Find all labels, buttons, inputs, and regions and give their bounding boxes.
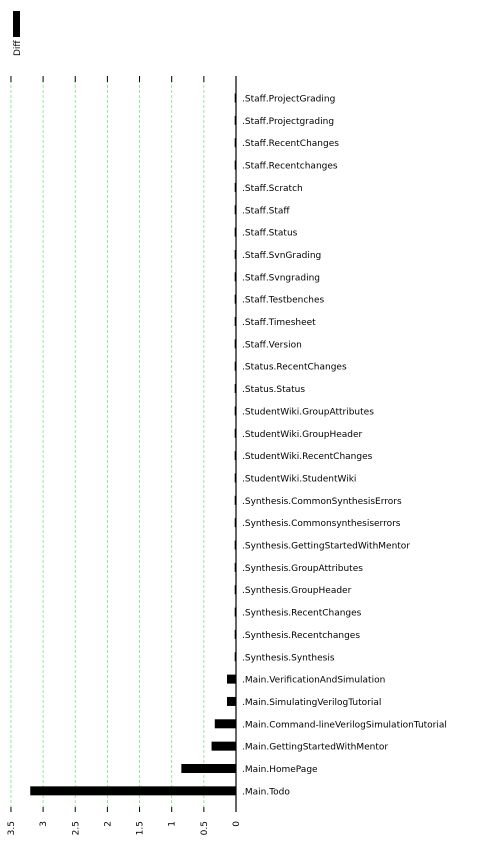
x-tick-labels xyxy=(7,821,242,836)
bar xyxy=(227,675,236,684)
category-label: .Staff.SvnGrading xyxy=(242,250,322,261)
x-tick-label: 0.5 xyxy=(199,821,210,836)
category-label: .Synthesis.Synthesis xyxy=(242,653,335,664)
bar xyxy=(235,205,237,214)
bar xyxy=(235,339,237,348)
bar xyxy=(30,786,236,795)
bar xyxy=(235,585,237,594)
category-label: .Staff.Staff xyxy=(242,206,290,217)
category-label: .Main.GettingStartedWithMentor xyxy=(242,742,389,753)
bar xyxy=(235,652,237,661)
bar xyxy=(215,719,236,728)
category-label: .Synthesis.RecentChanges xyxy=(242,608,362,619)
category-label: .Staff.ProjectGrading xyxy=(242,94,336,105)
category-label: .Synthesis.Commonsynthesiserrors xyxy=(242,519,401,530)
category-label: .Staff.Status xyxy=(242,228,298,239)
x-tick-label: 0 xyxy=(232,821,242,827)
bar xyxy=(235,518,237,527)
bar xyxy=(235,429,237,438)
x-tick-label: 3 xyxy=(39,821,50,827)
category-label: .Main.Command-lineVerilogSimulationTutorial xyxy=(242,720,447,731)
category-label: .Synthesis.Recentchanges xyxy=(242,630,361,641)
category-label: .Staff.Scratch xyxy=(242,183,303,194)
bar xyxy=(235,496,237,505)
bar xyxy=(235,362,237,371)
category-label: .Main.Todo xyxy=(242,787,290,798)
category-label: .Staff.Recentchanges xyxy=(242,161,338,172)
category-label: .Main.HomePage xyxy=(242,765,318,775)
bars xyxy=(30,94,236,796)
category-label: .Staff.Testbenches xyxy=(242,295,325,306)
bar xyxy=(235,608,237,617)
bar xyxy=(235,317,237,326)
category-label: .Synthesis.GettingStartedWithMentor xyxy=(242,541,411,552)
bar xyxy=(235,272,237,281)
category-label: .Staff.Version xyxy=(242,340,302,351)
bar xyxy=(235,228,237,237)
gridlines xyxy=(11,76,236,812)
bar xyxy=(235,473,237,482)
bar xyxy=(235,116,237,125)
bar xyxy=(235,384,237,393)
category-label: .StudentWiki.RecentChanges xyxy=(242,452,373,463)
bar xyxy=(235,451,237,460)
category-label: .Staff.Svngrading xyxy=(242,273,320,284)
category-label: .Status.Status xyxy=(242,385,306,396)
bar xyxy=(235,563,237,572)
x-tick-label: 2 xyxy=(103,821,114,827)
bar xyxy=(235,183,237,192)
category-label: .Status.RecentChanges xyxy=(242,362,347,373)
x-tick-label: 1.5 xyxy=(135,821,146,836)
category-label: .StudentWiki.StudentWiki xyxy=(242,474,357,485)
legend xyxy=(13,11,23,56)
bar xyxy=(235,250,237,259)
bar xyxy=(235,630,237,639)
category-label: .Main.VerificationAndSimulation xyxy=(242,675,386,686)
category-label: .StudentWiki.GroupHeader xyxy=(242,429,363,440)
category-label: .Synthesis.GroupAttributes xyxy=(242,563,363,574)
category-labels xyxy=(242,95,447,798)
x-tick-label: 3.5 xyxy=(6,821,17,836)
category-label: .Synthesis.GroupHeader xyxy=(242,586,352,597)
category-label: .Staff.Projectgrading xyxy=(242,116,335,127)
category-label: .Main.SimulatingVerilogTutorial xyxy=(242,697,382,708)
legend-label-diff: Diff xyxy=(13,40,23,56)
bar xyxy=(235,161,237,170)
x-tick-label: 1 xyxy=(167,821,178,827)
bar xyxy=(235,541,237,550)
category-label: .StudentWiki.GroupAttributes xyxy=(242,407,374,418)
category-label: .Staff.Timesheet xyxy=(242,318,316,328)
bar xyxy=(212,742,236,751)
bar xyxy=(235,406,237,415)
legend-swatch xyxy=(13,11,20,37)
bar xyxy=(235,138,237,147)
category-label: .Staff.RecentChanges xyxy=(242,139,339,150)
category-label: .Synthesis.CommonSynthesisErrors xyxy=(242,496,402,507)
bar xyxy=(235,295,237,304)
bar xyxy=(181,764,236,773)
x-tick-label: 2.5 xyxy=(71,821,82,836)
bar xyxy=(227,697,236,706)
bar xyxy=(235,94,237,103)
